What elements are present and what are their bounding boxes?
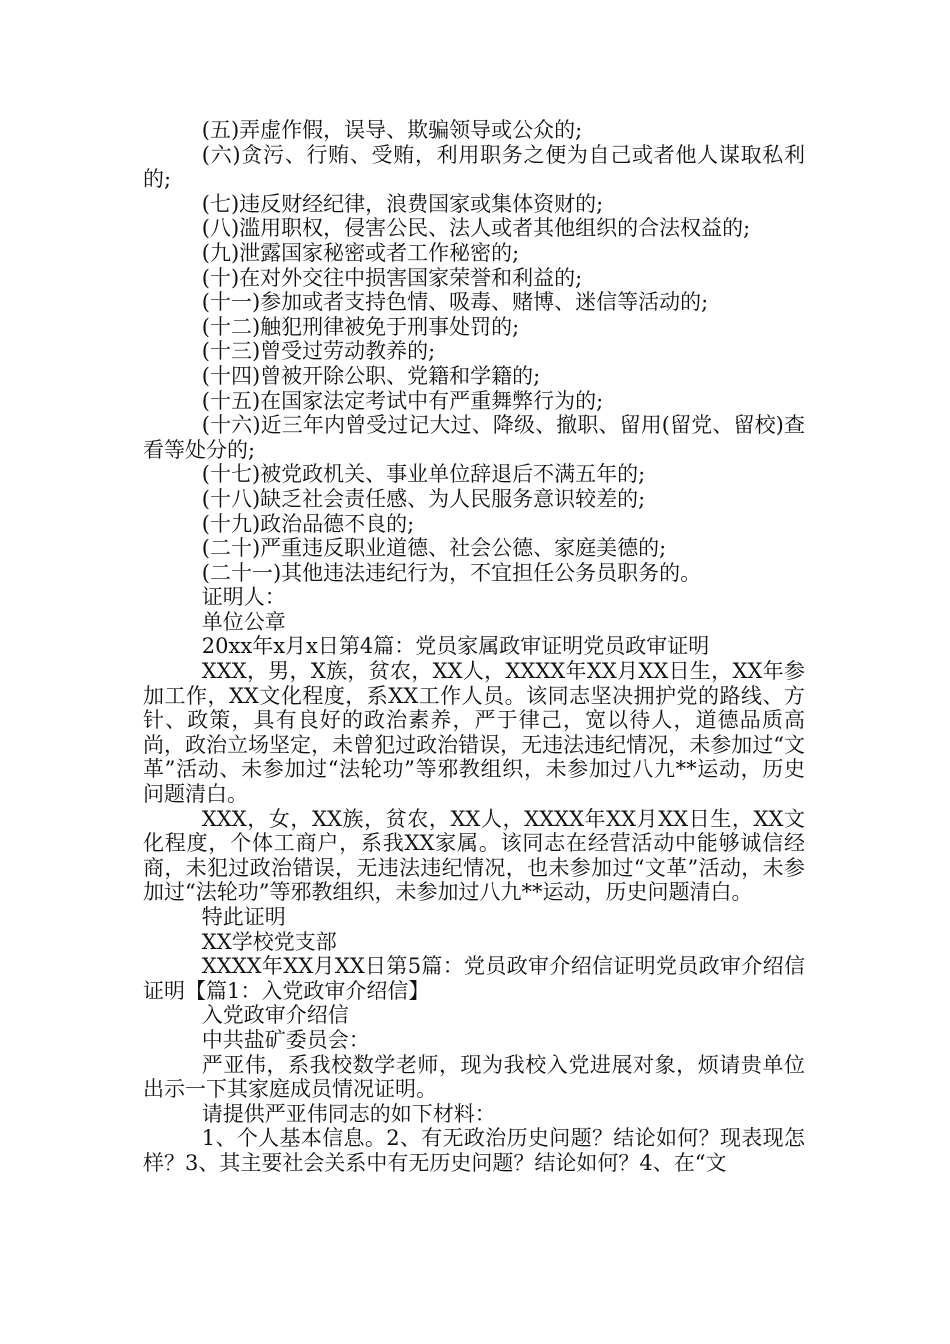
document-body: [143, 118, 805, 1176]
paragraph: (九)泄露国家秘密或者工作秘密的;: [201, 240, 520, 265]
paragraph: (十九)政治品德不良的;: [201, 511, 415, 536]
paragraph: 1、个人基本信息。2、有无政治历史问题？结论如何？现表现怎样？3、其主要社会关系中有无历史问题？结论如何？4、在“文: [143, 1126, 805, 1175]
paragraph: 特此证明: [201, 905, 286, 929]
paragraph: (十七)被党政机关、事业单位辞退后不满五年的;: [201, 462, 646, 487]
paragraph: XXX，女，XX族，贫农，XX人，XXXX年XX月XX日生，XX文化程度，个体工商户，系我XX家属。该同志在经营活动中能够诚信经商，未犯过政治错误，无违法违纪情况，也未参加过“文革”活动，未参加过“法轮功”等邪教组织，未参加过八九**运动，历史问题清白。: [143, 806, 805, 905]
paragraph: (八)滥用职权，侵害公民、法人或者其他组织的合法权益的;: [201, 216, 751, 241]
paragraph: 单位公章: [201, 609, 286, 634]
paragraph: (十三)曾受过劳动教养的;: [201, 339, 436, 364]
paragraph: (二十一)其他违法违纪行为，不宜担任公务员职务的。: [201, 560, 702, 585]
paragraph: (二十)严重违反职业道德、社会公德、家庭美德的;: [201, 536, 667, 561]
paragraph: XXXX年XX月XX日第5篇：党员政审介绍信证明党员政审介绍信证明【篇1：入党政审介绍信】: [143, 954, 805, 1003]
paragraph: (十四)曾被开除公职、党籍和学籍的;: [201, 363, 541, 388]
paragraph: (五)弄虚作假，误导、欺骗领导或公众的;: [201, 118, 583, 142]
paragraph: 20xx年x月x日第4篇：党员家属政审证明党员政审证明: [201, 634, 710, 659]
paragraph: (十六)近三年内曾受过记大过、降级、撤职、留用(留党、留校)查看等处分的;: [143, 413, 805, 462]
paragraph: (十五)在国家法定考试中有严重舞弊行为的;: [201, 388, 604, 413]
paragraph: XXX，男，X族，贫农，XX人，XXXX年XX月XX日生，XX年参加工作，XX文化程度，系XX工作人员。该同志坚决拥护党的路线、方针、政策，具有良好的政治素养，严于律己，宽以待人，道德品质高尚，政治立场坚定，未曾犯过政治错误，无违法违纪情况，未参加过“文革”活动、未参加过“法轮功”等邪教组织，未参加过八九**运动，历史问题清白。: [143, 659, 805, 807]
paragraph: 严亚伟，系我校数学老师，现为我校入党进展对象，烦请贵单位出示一下其家庭成员情况证明。: [143, 1052, 805, 1102]
paragraph: (十一)参加或者支持色情、吸毒、赌博、迷信等活动的;: [201, 290, 709, 315]
paragraph: (十八)缺乏社会责任感、为人民服务意识较差的;: [201, 486, 646, 511]
paragraph: 入党政审介绍信: [201, 1003, 349, 1028]
paragraph: (七)违反财经纪律，浪费国家或集体资财的;: [201, 191, 604, 216]
paragraph: XX学校党支部: [201, 929, 337, 954]
paragraph: (十二)触犯刑律被免于刑事处罚的;: [201, 314, 520, 339]
paragraph: (十)在对外交往中损害国家荣誉和利益的;: [201, 265, 583, 290]
paragraph: 中共盐矿委员会：: [201, 1027, 370, 1052]
paragraph: 请提供严亚伟同志的如下材料：: [201, 1101, 496, 1126]
paragraph: (六)贪污、行贿、受贿，利用职务之便为自己或者他人谋取私利的;: [143, 142, 805, 192]
paragraph: 证明人：: [201, 585, 286, 610]
